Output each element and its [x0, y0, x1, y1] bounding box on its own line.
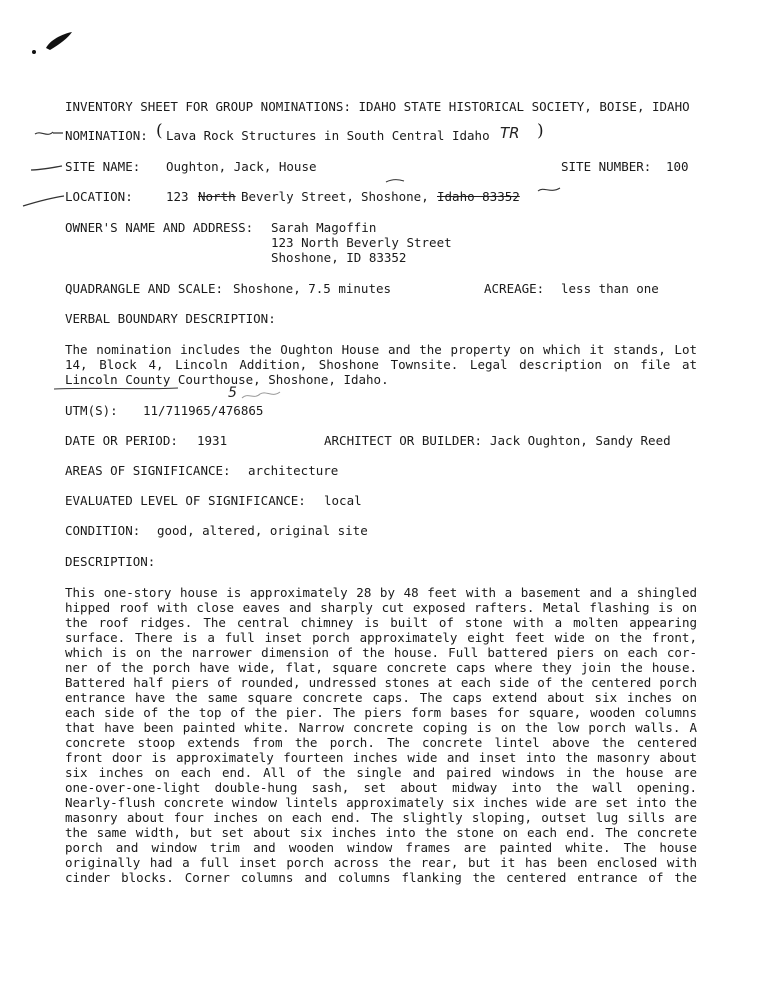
description-line: originally had a full inset porch across the rear, but it has been enclosed with: [65, 855, 697, 870]
boundary-line: Lincoln County Courthouse, Shoshone, Idaho.: [65, 372, 389, 387]
architect-value: Jack Oughton, Sandy Reed: [490, 433, 671, 448]
date-value: 1931: [197, 433, 228, 448]
acreage-value: less than one: [561, 281, 659, 296]
sheet-header: INVENTORY SHEET FOR GROUP NOMINATIONS: IDAHO STATE HISTORICAL SOCIETY, BOISE, IDAHO: [65, 99, 690, 114]
handwritten-squiggle-mark: [536, 184, 562, 196]
description-line: porch and window trim and wooden window frames are painted white. The house: [65, 840, 697, 855]
handwritten-caret-mark: [384, 176, 406, 186]
site-number-value: 100: [666, 159, 689, 174]
quadrangle-value: Shoshone, 7.5 minutes: [233, 281, 392, 296]
description-label: DESCRIPTION:: [65, 554, 156, 569]
site-name-label: SITE NAME:: [65, 159, 141, 174]
nomination-annotation: TR: [500, 124, 520, 142]
owner-street: 123 North Beverly Street: [271, 235, 452, 250]
owner-label: OWNER'S NAME AND ADDRESS:: [65, 220, 254, 235]
description-line: the roof ridges. The central chimney is built of stone with a molten appearing: [65, 615, 697, 630]
description-line: cinder blocks. Corner columns and columns flanking the centered entrance of the: [65, 870, 697, 885]
owner-name: Sarah Magoffin: [271, 220, 377, 235]
quadrangle-label: QUADRANGLE AND SCALE:: [65, 281, 224, 296]
description-line: masonry about four inches on each end. The slightly sloping, outset lug sills are: [65, 810, 697, 825]
acreage-label: ACREAGE:: [484, 281, 545, 296]
nomination-close-paren: ): [537, 121, 544, 141]
location-label: LOCATION:: [65, 189, 133, 204]
utm-label: UTM(S):: [65, 403, 118, 418]
nomination-open-paren: (: [156, 121, 163, 141]
architect-label: ARCHITECT OR BUILDER:: [324, 433, 483, 448]
description-line: Nearly-flush concrete window lintels approximately six inches wide are set into the: [65, 795, 697, 810]
handwritten-underline-mark: [52, 384, 182, 392]
description-line: ner of the porch have wide, flat, square concrete caps where they join the house.: [65, 660, 697, 675]
location-state-zip-struck: Idaho 83352: [437, 189, 520, 204]
description-line: one-over-one-light double-hung sash, set about midway into the wall opening.: [65, 780, 697, 795]
description-line: which is on the narrower dimension of the house. Full battered piers on each cor-: [65, 645, 697, 660]
areas-label: AREAS OF SIGNIFICANCE:: [65, 463, 231, 478]
description-line: each side of the top of the pier. The piers form bases for square, wooden columns: [65, 705, 697, 720]
owner-city: Shoshone, ID 83352: [271, 250, 407, 265]
level-value: local: [324, 493, 362, 508]
location-street: Beverly Street,: [241, 189, 354, 204]
description-line: that have been painted white. Narrow concrete coping is on the low porch walls. A: [65, 720, 697, 735]
boundary-label: VERBAL BOUNDARY DESCRIPTION:: [65, 311, 276, 326]
location-city: Shoshone,: [361, 189, 429, 204]
boundary-line: The nomination includes the Oughton House and the property on which it stands, Lot: [65, 342, 697, 357]
handwritten-arrow-mark: [20, 190, 66, 210]
location-number: 123: [166, 189, 189, 204]
nomination-value: Lava Rock Structures in South Central Idaho: [166, 128, 490, 143]
handwritten-dash-mark: [28, 160, 64, 174]
description-line: six inches on each end. All of the single and paired windows in the house are: [65, 765, 697, 780]
level-label: EVALUATED LEVEL OF SIGNIFICANCE:: [65, 493, 306, 508]
boundary-line: 14, Block 4, Lincoln Addition, Shoshone Townsite. Legal description on file at: [65, 357, 697, 372]
condition-label: CONDITION:: [65, 523, 141, 538]
date-label: DATE OR PERIOD:: [65, 433, 178, 448]
site-number-label: SITE NUMBER:: [561, 159, 652, 174]
description-line: concrete stoop extends from the porch. The concrete lintel above the centered: [65, 735, 697, 750]
description-line: hipped roof with close eaves and sharply cut exposed rafters. Metal flashing is on: [65, 600, 697, 615]
condition-value: good, altered, original site: [157, 523, 368, 538]
areas-value: architecture: [248, 463, 339, 478]
nomination-label: NOMINATION:: [65, 128, 148, 143]
handwritten-faint-mark: [240, 388, 282, 402]
description-line: front door is approximately fourteen inches wide and inset into the masonry about: [65, 750, 697, 765]
description-line: entrance have the same square concrete caps. The caps extend about six inches on: [65, 690, 697, 705]
site-name-value: Oughton, Jack, House: [166, 159, 317, 174]
utm-annotation: 5: [228, 385, 237, 401]
description-line: This one-story house is approximately 28 by 48 feet with a basement and a shingled: [65, 585, 697, 600]
handwritten-check-mark: [33, 126, 65, 140]
ink-blot-mark: [28, 28, 78, 58]
description-line: Battered half piers of rounded, undressed stones at each side of the centered porch: [65, 675, 697, 690]
description-line: surface. There is a full inset porch approximately eight feet wide on the front,: [65, 630, 697, 645]
utm-value: 11/711965/476865: [143, 403, 264, 418]
location-north-struck: North: [198, 189, 236, 204]
description-line: the same width, but set about six inches into the stone on each end. The concrete: [65, 825, 697, 840]
